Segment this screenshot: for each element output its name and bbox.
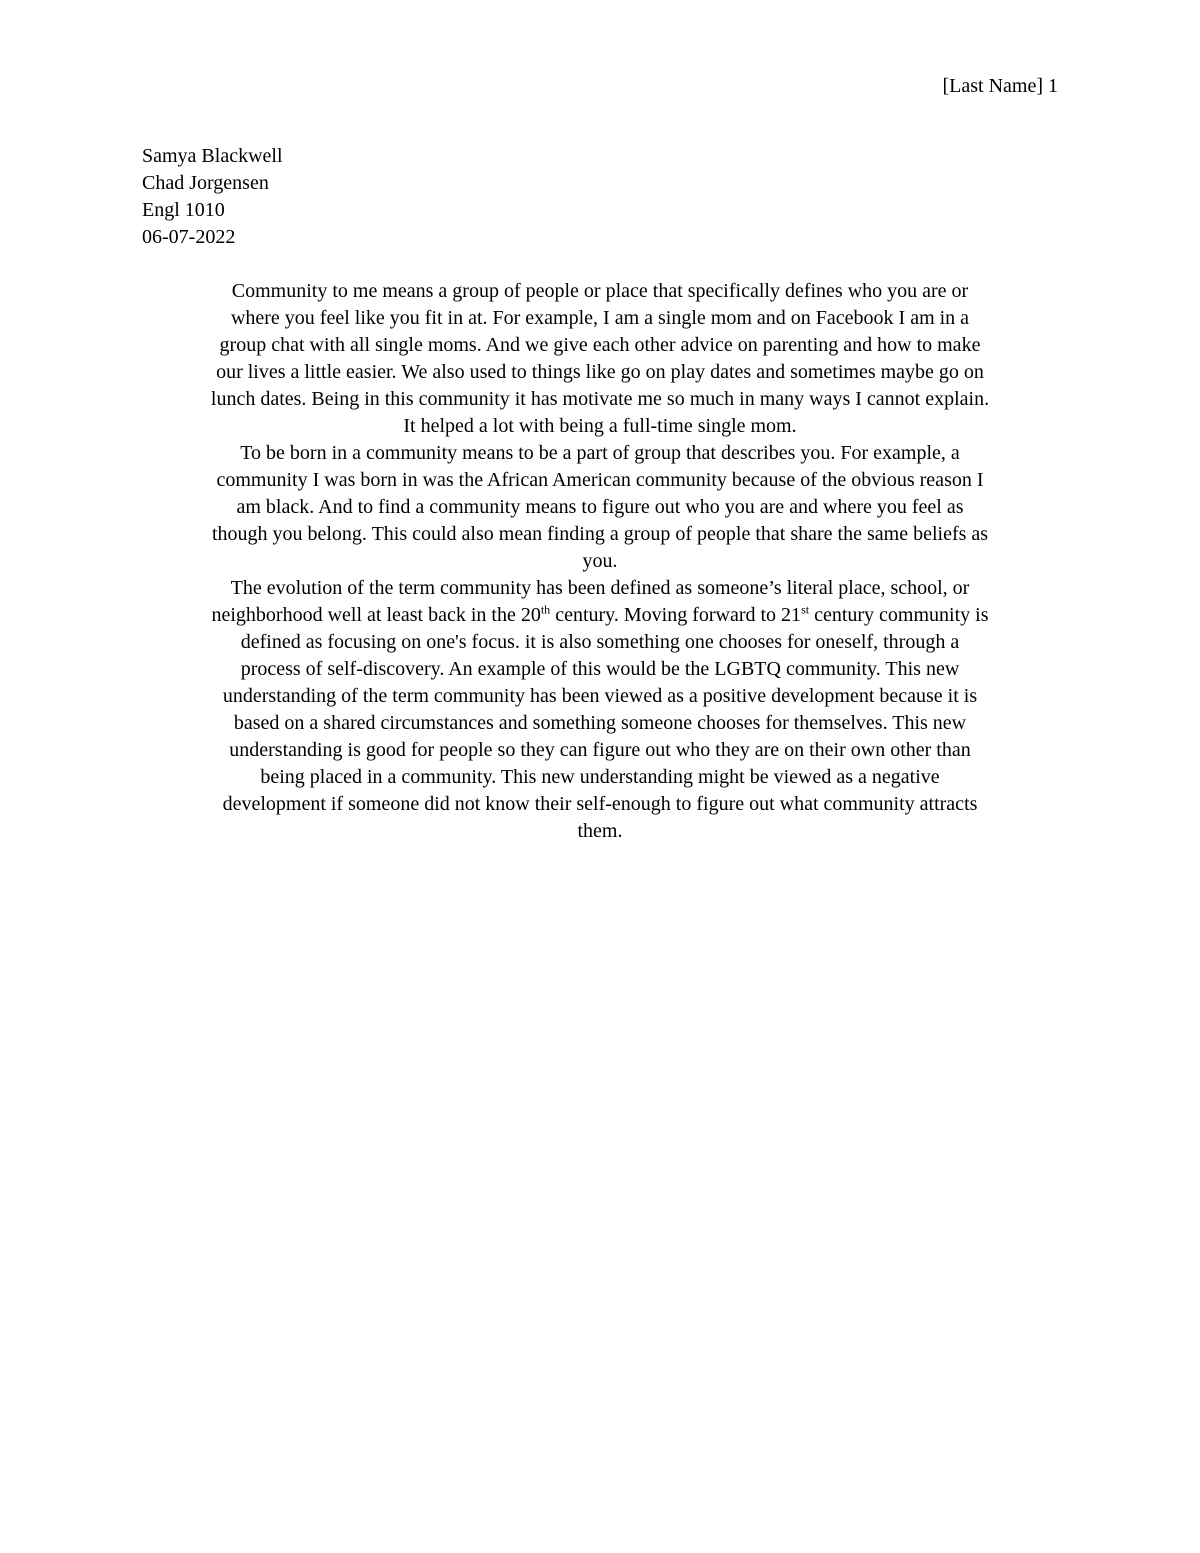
text-line: lunch dates. Being in this community it has motivate me so much in many ways I cannot explain. bbox=[210, 388, 990, 410]
superscript: th bbox=[540, 602, 551, 617]
text-line: development if someone did not know their self-enough to figure out what community attracts bbox=[222, 793, 978, 815]
text-line: being placed in a community. This new understanding might be viewed as a negative bbox=[260, 766, 940, 788]
text-line: group chat with all single moms. And we give each other advice on parenting and how to make bbox=[219, 334, 981, 356]
text-line: understanding is good for people so they can figure out who they are on their own other than bbox=[229, 739, 971, 761]
paragraph-3 bbox=[140, 575, 1060, 845]
text-line-with-superscripts bbox=[140, 602, 1060, 629]
text-line: am black. And to find a community means to figure out who you are and where you feel as bbox=[236, 496, 964, 518]
date: 06-07-2022 bbox=[142, 226, 236, 248]
text-segment: century. Moving forward to 21 bbox=[550, 604, 802, 626]
text-line: though you belong. This could also mean finding a group of people that share the same beliefs as bbox=[211, 523, 989, 545]
text-line: our lives a little easier. We also used to things like go on play dates and sometimes maybe go on bbox=[216, 361, 984, 383]
text-line: Community to me means a group of people or place that specifically defines who you are or bbox=[231, 280, 969, 302]
text-segment: neighborhood well at least back in the 20 bbox=[211, 604, 541, 626]
text-line: It helped a lot with being a full-time single mom. bbox=[403, 415, 797, 437]
text-line: them. bbox=[577, 820, 623, 842]
text-line: defined as focusing on one's focus. it is also something one chooses for oneself, through a bbox=[240, 631, 960, 653]
mla-heading bbox=[142, 143, 283, 251]
superscript: st bbox=[801, 602, 810, 617]
essay-body bbox=[140, 278, 1060, 845]
paragraph-2 bbox=[140, 440, 1060, 575]
text-line: you. bbox=[582, 550, 618, 572]
instructor-name: Chad Jorgensen bbox=[142, 172, 269, 194]
text-line: process of self-discovery. An example of this would be the LGBTQ community. This new bbox=[240, 658, 960, 680]
text-line: community I was born in was the African American community because of the obvious reason I bbox=[216, 469, 984, 491]
paragraph-1 bbox=[140, 278, 1060, 440]
text-line: where you feel like you fit in at. For example, I am a single mom and on Facebook I am in a bbox=[230, 307, 970, 329]
text-segment: century community is bbox=[809, 604, 989, 626]
text-line: The evolution of the term community has been defined as someone’s literal place, school, or bbox=[230, 577, 970, 599]
text-line: based on a shared circumstances and something someone chooses for themselves. This new bbox=[233, 712, 967, 734]
running-head: [Last Name] 1 bbox=[942, 75, 1058, 97]
student-name: Samya Blackwell bbox=[142, 145, 283, 167]
course-name: Engl 1010 bbox=[142, 199, 225, 221]
text-line: To be born in a community means to be a part of group that describes you. For example, a bbox=[240, 442, 960, 464]
text-line: understanding of the term community has been viewed as a positive development because it is bbox=[222, 685, 978, 707]
